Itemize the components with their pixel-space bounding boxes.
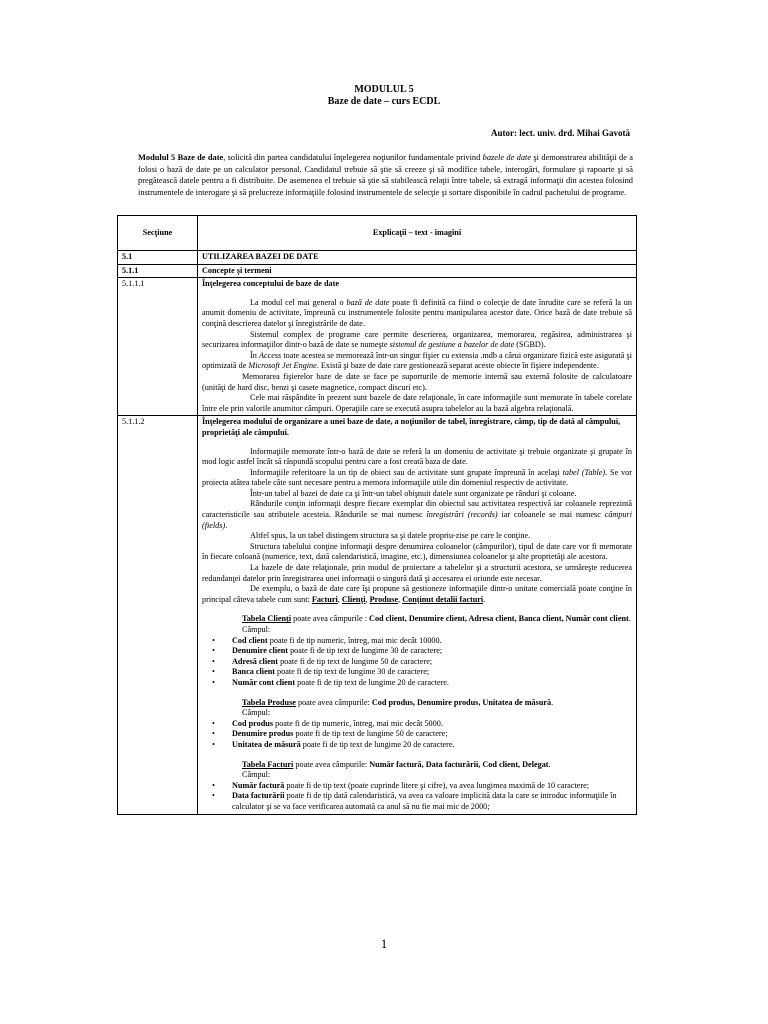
- text: . Există şi baze de date care gestionează separat aceste obiecte în fişiere independente.: [316, 361, 599, 371]
- table-name: Tabela Facturi: [242, 759, 294, 769]
- header-explanations: Explicaţii – text - imagini: [198, 216, 637, 251]
- paragraph: Structura tabelului conţine informaţii despre denumirea coloanelor (câmpurilor), tipul de date care vor fi memorate în fiecare coloană (numerice, text, dată calendaristică, imagine, etc.), dimensiunea coloanelor şi alte proprietăţi ale acestora.: [202, 541, 632, 562]
- text: .: [628, 614, 631, 624]
- field-name: Număr factură: [232, 780, 285, 790]
- paragraph: Memorarea fişierelor baze de date se face pe suporturile de memorie internă sau externă folosite de calculatoare (unităţi de hard disc, benzi şi casete magnetice, compact discuri etc).: [202, 371, 632, 392]
- list-item: [202, 719, 632, 730]
- section-number: 5.1.1: [118, 264, 198, 278]
- text: poate avea câmpurile:: [293, 759, 370, 769]
- table-description-produse: [202, 698, 632, 709]
- paragraph: [202, 584, 632, 605]
- table-description-facturi: [202, 760, 632, 771]
- field-desc: poate fi de tip text de lungime 50 de caractere;: [278, 656, 433, 666]
- field-name: Denumire produs: [232, 729, 294, 739]
- field-desc: poate fi de tip numeric, întreg, mai mic decât 5000.: [273, 718, 443, 728]
- syllabus-table: [117, 215, 637, 815]
- list-item: [202, 646, 632, 657]
- field-name: Adresă client: [232, 656, 279, 666]
- text: poate fi definită ca fiind o colecţie de date înrudite care se referă la un anumit domeniu de activitate, împreună cu instrumentele folosite pentru manipularea acestor date. Orice bază de date trebuie să conţină descrierea datelor şi înregistrările de date.: [202, 297, 632, 328]
- section-number: 5.1.1.2: [118, 416, 198, 814]
- table-name-produse: Produse: [369, 594, 399, 604]
- section-title: UTILIZAREA BAZEI DE DATE: [198, 251, 637, 265]
- table-row: [118, 278, 637, 416]
- text: Sistemul complex de programe care permite descrierea, organizarea, memorarea, regăsirea, administrarea şi securizarea informaţiilor dintr-o bază de date se numeşte: [202, 329, 632, 350]
- list-item: [202, 636, 632, 647]
- paragraph: Informaţiile memorate într-o bază de date se referă la un domeniu de activitate şi trebuie organizate şi grupate în mod logic astfel încât să răspundă scopului pentru care a fost creată baza de date.: [202, 446, 632, 467]
- section-content: [198, 278, 637, 416]
- text: .: [483, 594, 486, 604]
- emphasis: tabel (Table): [562, 467, 606, 477]
- page-number: 1: [380, 936, 388, 951]
- text: Rândurile conţin informaţii despre fiecare exemplar din obiectul sau activitatea respectivă iar coloanele reprezintă caracteristicile sau atributele acesteia. Rândurile se mai numesc: [202, 499, 632, 520]
- field-list-clienti: [202, 636, 632, 689]
- emphasis: înregistrări (records): [426, 510, 498, 520]
- section-number: 5.1: [118, 251, 198, 265]
- table-row: [118, 264, 637, 278]
- module-subtitle: Baze de date – curs ECDL: [327, 96, 441, 107]
- emphasis: câmpuri (fields): [202, 510, 632, 530]
- field-list-produse: [202, 719, 632, 751]
- list-item: [202, 791, 632, 812]
- field-desc: poate fi de tip text de lungime 30 de caractere;: [274, 667, 430, 677]
- author-line: Autor: lect. univ. drd. Mihai Gavotă: [491, 128, 630, 138]
- paragraph: Cele mai răspândite în prezent sunt bazele de date relaţionale, în care informaţiile sunt memorate în tabele corelate între ele prin valorile anumitor câmpuri. Operaţiile care se execută asupra tabelelor au la bază algebra relaţională.: [202, 393, 632, 413]
- field-label: Câmpul:: [242, 770, 271, 780]
- field-list-facturi: [202, 781, 632, 813]
- table-header-row: [118, 216, 637, 251]
- list-item: [202, 657, 632, 668]
- section-title: Înţelegerea conceptului de baze de date: [202, 279, 339, 289]
- separator: ,: [337, 594, 342, 604]
- list-item: [202, 729, 632, 740]
- paragraph: La bazele de date relaţionale, prin modul de proiectare a tabelelor şi a structurii acestora, se urmăreşte reducerea redundanţei datelor prin înregistrarea unei informaţii o singură dată şi accesarea ei oriunde este necesar.: [202, 563, 632, 583]
- field-label: Câmpul:: [242, 708, 271, 718]
- text: poate avea câmpurile:: [295, 697, 372, 707]
- paragraph: Altfel spus, la un tabel distingem structura sa şi datele propriu-zise pe care le conţine.: [250, 531, 531, 541]
- text: .: [548, 759, 551, 769]
- text: .: [551, 697, 554, 707]
- emphasis: bază de date: [346, 297, 390, 307]
- section-number: 5.1.1.1: [118, 278, 198, 416]
- document-title: [0, 84, 768, 108]
- text: În: [250, 350, 259, 360]
- paragraph: [202, 468, 632, 489]
- list-item: [202, 667, 632, 678]
- table-name: Tabela Clienţi: [242, 614, 292, 624]
- table-name-facturi: Facturi: [311, 594, 338, 604]
- table-row: [118, 251, 637, 265]
- separator: ,: [365, 594, 370, 604]
- emphasis: sistemul de gestiune a bazelor de date: [389, 340, 515, 350]
- table-description-clienti: [202, 614, 632, 625]
- paragraph: [202, 499, 632, 531]
- intro-text-2: şi demonstrarea abilităţii de a folosi o bază de date pe un calculator personal. Candidatul trebuie să ştie să creeze şi să modifice tabele, interogări, formulare şi rapoarte şi să pregătească datele pentru a fi distribuite. De asemenea el trebuie să ştie să stabilească relaţii între tabele, să extragă informaţii din acestea folosind instrumentele de interogare şi să prelucreze informaţiile folosind instrumentele de selecţie şi sortare disponibile în cadrul pachetului de programe.: [138, 153, 633, 197]
- field-desc: poate fi de tip text de lungime 20 de caractere.: [295, 677, 449, 687]
- field-desc: poate fi de tip text (poate cuprinde litere şi cifre), va avea lungimea maximă de 10 caractere;: [284, 780, 589, 790]
- intro-lead: Modulul 5 Baze de date: [138, 153, 224, 162]
- list-item: [202, 678, 632, 689]
- field-name: Banca client: [232, 667, 275, 677]
- text: . Se vor proiecta atâtea tabele câte sunt necesare pentru a memora informaţiile utile din domeniul respectiv de activitate.: [202, 467, 632, 488]
- text: .: [225, 520, 228, 530]
- emphasis: Access: [258, 350, 282, 360]
- field-list: Număr factură, Data facturării, Cod client, Delegat: [369, 759, 549, 769]
- field-name: Data facturării: [232, 791, 285, 801]
- field-list: Cod produs, Denumire produs, Unitatea de măsură: [371, 697, 552, 707]
- text: (SGBD).: [514, 340, 546, 350]
- text: poate avea câmpurile :: [291, 614, 370, 624]
- field-name: Denumire client: [232, 646, 289, 656]
- header-section: Secţiune: [118, 216, 198, 251]
- text: La modul cel mai general o: [250, 297, 347, 307]
- table-row: [118, 416, 637, 814]
- text: Informaţiile referitoare la un tip de obiect sau de activitate sunt grupate împreună în acelaşi: [250, 467, 563, 477]
- text: iar coloanele se mai numesc: [497, 510, 605, 520]
- table-name-clienti: Clienţi: [341, 594, 366, 604]
- field-list: Cod client, Denumire client, Adresa client, Banca client, Număr cont client: [369, 614, 629, 624]
- field-name: Unitatea de măsură: [232, 739, 301, 749]
- section-title: Concepte şi termeni: [198, 264, 637, 278]
- text: toate acestea se memorează într-un singur fişier cu extensia .mdb a cărui organizare fizică este asigurată şi optimizată de: [202, 350, 632, 371]
- field-desc: poate fi de tip dată calendaristică, va avea ca valoare implicită data la care se introduc informaţiile în calculator şi se va face verificarea automată ca anul să nu fie mai mic de 2000;: [232, 791, 617, 811]
- field-desc: poate fi de tip numeric, întreg, mai mic decât 10000.: [267, 635, 442, 645]
- field-name: Cod produs: [232, 718, 274, 728]
- intro-emphasis: bazele de date: [482, 153, 532, 162]
- paragraph: Într-un tabel al bazei de date ca şi într-un tabel obişnuit datele sunt organizate pe rânduri şi coloane.: [250, 488, 577, 498]
- table-name: Tabela Produse: [242, 697, 296, 707]
- section-content: [198, 416, 637, 814]
- paragraph: [202, 330, 632, 351]
- intro-paragraph: [138, 152, 633, 198]
- field-name: Număr cont client: [232, 677, 296, 687]
- table-name-detalii: Conţinut detalii facturi: [402, 594, 484, 604]
- field-label: Câmpul:: [242, 625, 271, 634]
- emphasis: Microsoft Jet Engine: [248, 361, 317, 371]
- separator: ,: [398, 594, 403, 604]
- list-item: [202, 781, 632, 792]
- intro-text: , solicită din partea candidatului înţelegerea noţiunilor fundamentale privind: [223, 153, 483, 162]
- field-name: Cod client: [232, 635, 268, 645]
- list-item: [202, 740, 632, 751]
- field-desc: poate fi de tip text de lungime 30 de caractere;: [288, 646, 443, 656]
- text: De exemplu, o bază de date care îşi propune să gestioneze informaţiile dintr-o unitate comercială poate conţine în principal câteva tabele cum sunt:: [202, 584, 632, 604]
- section-title: Înţelegerea modului de organizare a unei baze de date, a noţiunilor de tabel, înregistrare, câmp, tip de dată al câmpului, proprietăţi ale câmpului.: [202, 417, 621, 437]
- paragraph: [202, 351, 632, 372]
- field-desc: poate fi de tip text de lungime 20 de caractere.: [300, 739, 455, 749]
- module-heading: MODULUL 5: [354, 84, 414, 95]
- field-desc: poate fi de tip text de lungime 50 de caractere;: [293, 729, 448, 739]
- paragraph: [202, 298, 632, 330]
